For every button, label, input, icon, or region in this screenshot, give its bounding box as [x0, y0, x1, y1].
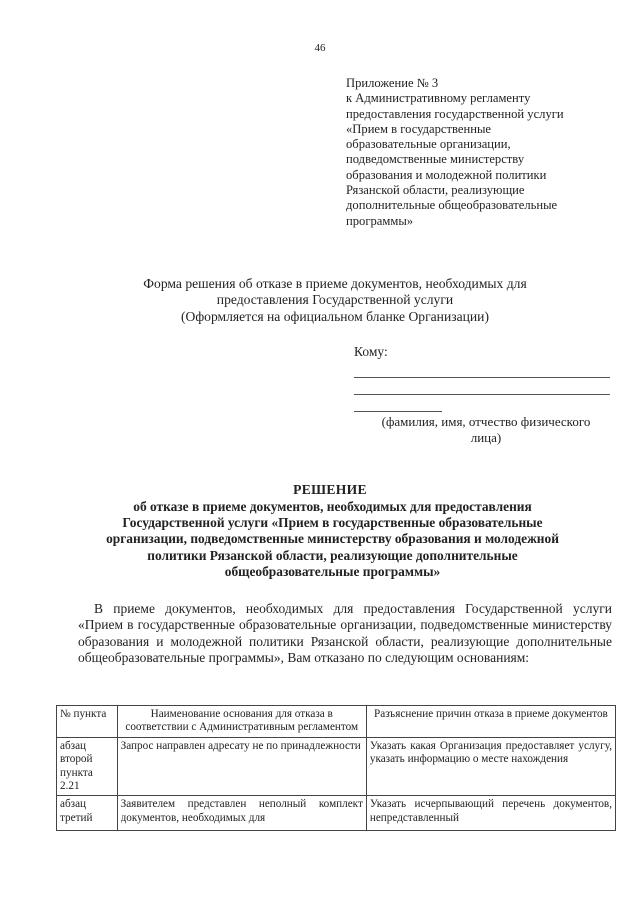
recipient-label: Кому: — [354, 344, 388, 359]
form-title-line: (Оформляется на официальном бланке Организации) — [181, 308, 489, 324]
form-title-line: предоставления Государственной услуги — [216, 292, 454, 308]
reasons-table — [56, 705, 616, 831]
subtitle-line: политики Рязанской области, реализующие дополнительные — [147, 547, 518, 563]
cell-reason: Запрос направлен адресату не по принадлежности — [117, 737, 366, 796]
recipient-line-2 — [354, 394, 610, 395]
header-explanation: Разъяснение причин отказа в приеме документов — [366, 706, 615, 738]
cell-point: абзац второй пункта 2.21 — [57, 737, 118, 796]
header-reason: Наименование основания для отказа в соответствии с Административным регламентом — [117, 706, 366, 738]
appendix-line: подведомственные министерству — [346, 152, 525, 167]
cell-reason — [117, 796, 366, 831]
subtitle-line: организации, подведомственные министерству образования и молодежной — [106, 531, 559, 547]
table-header-row — [57, 706, 616, 738]
recipient-line-3 — [354, 411, 442, 412]
body-paragraph — [78, 601, 612, 666]
recipient-caption — [356, 414, 616, 446]
cell-explanation — [366, 796, 615, 831]
table-row — [57, 796, 616, 831]
appendix-line: образовательные организации, — [346, 137, 511, 152]
cell-reason-text: Заявителем представлен неполный комплект документов, необходимых для — [120, 798, 363, 824]
cell-point-text: абзац третий — [60, 798, 93, 824]
appendix-line: к Административному регламенту — [346, 91, 531, 106]
appendix-block — [346, 76, 616, 229]
cell-explanation: Указать какая Организация предоставляет услугу, указать информацию о месте нахождения — [366, 737, 615, 796]
appendix-line: дополнительные общеобразовательные — [346, 198, 558, 213]
appendix-line: Рязанской области, реализующие — [346, 183, 525, 198]
cell-explanation-text: Указать исчерпывающий перечень документов, непредставленный — [369, 798, 612, 824]
body-text: В приеме документов, необходимых для предоставления Государственной услуги «Прием в государственные образовательные организации, подведомственные министерству образования и молодежной политики Рязанской области, реализующие дополнительные общеобразовательные программы», Вам отказано по следующим основаниям: — [78, 601, 612, 665]
page-number: 46 — [314, 42, 326, 54]
caption-line: лица) — [470, 430, 502, 445]
subtitle-line: об отказе в приеме документов, необходимых для предоставления — [133, 499, 532, 514]
decision-heading: РЕШЕНИЕ — [293, 482, 367, 497]
appendix-line: образования и молодежной политики — [346, 167, 547, 182]
subtitle-line: Государственной услуги «Прием в государственные образовательные — [122, 515, 543, 531]
form-title — [100, 276, 570, 325]
cell-point — [57, 796, 118, 831]
appendix-line: «Прием в государственные — [346, 121, 491, 136]
table-row — [57, 737, 616, 796]
appendix-line: Приложение № 3 — [346, 76, 439, 90]
caption-line: (фамилия, имя, отчество физического — [381, 414, 591, 429]
decision-subtitle — [80, 499, 585, 580]
header-point: № пункта — [57, 706, 118, 738]
subtitle-line: общеобразовательные программы» — [224, 563, 441, 579]
form-title-line: Форма решения об отказе в приеме документов, необходимых для — [143, 276, 527, 291]
appendix-line: программы» — [346, 213, 414, 228]
recipient-line-1 — [354, 377, 610, 378]
appendix-line: предоставления государственной услуги — [346, 106, 564, 121]
